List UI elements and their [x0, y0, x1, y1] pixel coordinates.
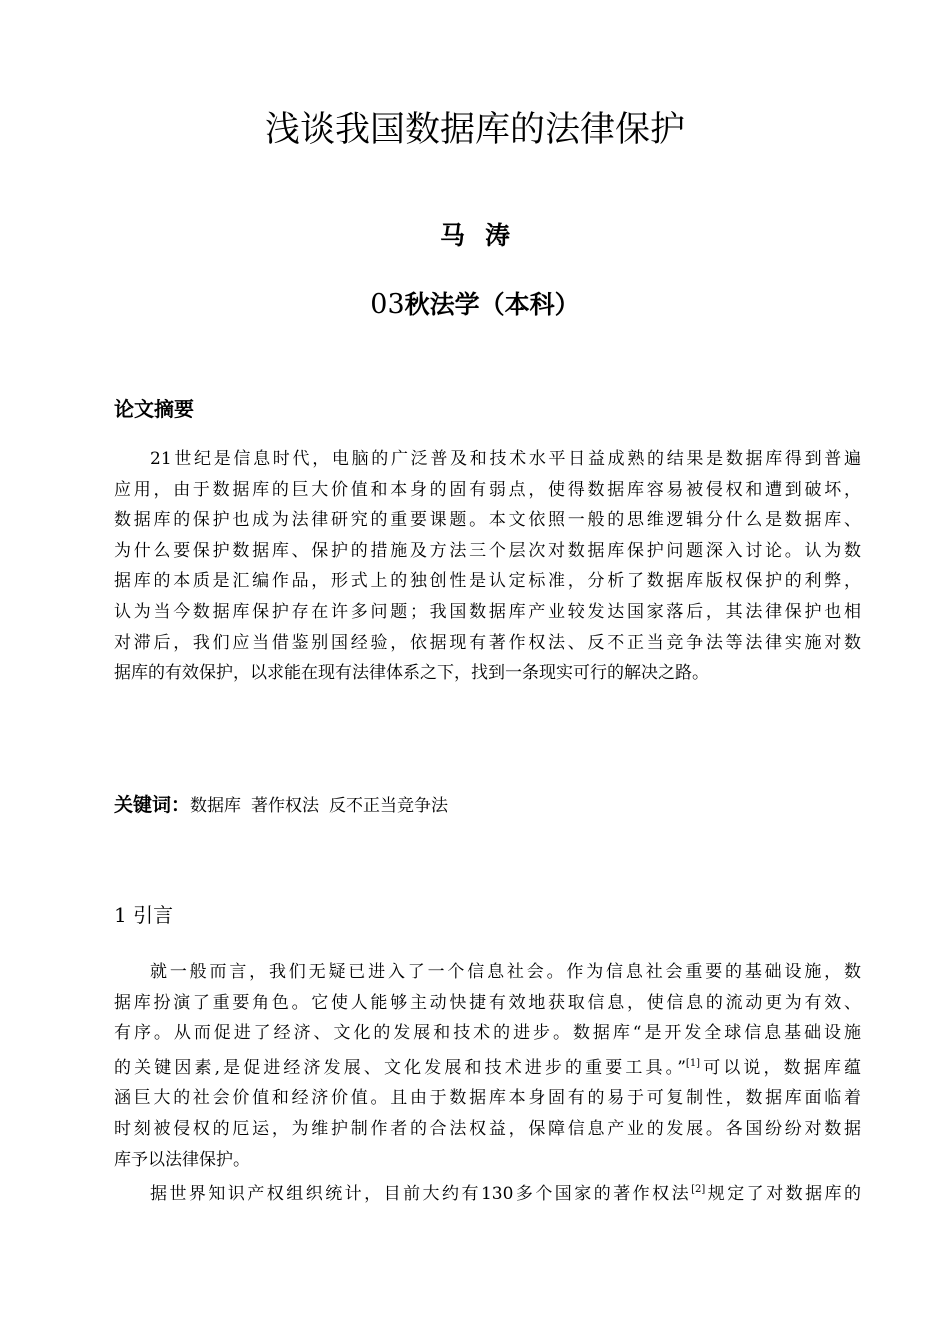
abstract-line: 为什么要保护数据库、保护的措施及方法三个层次对数据库保护问题深入讨论。认为数 [114, 540, 861, 561]
introduction-paragraph-1 [114, 957, 861, 1175]
keyword: 著作权法 [251, 796, 320, 816]
intro-line: 时刻被侵权的厄运，为维护制作者的合法权益，保障信息产业的发展。各国纷纷对数据 [114, 1118, 861, 1139]
keyword: 反不正当竞争法 [329, 796, 449, 816]
abstract-line: 对滞后，我们应当借鉴别国经验，依据现有著作权法、反不正当竞争法等法律实施对数 [114, 632, 861, 653]
abstract-line: 应用，由于数据库的巨大价值和本身的固有弱点，使得数据库容易被侵权和遭到破坏， [114, 479, 861, 500]
introduction-paragraph-2 [114, 1175, 861, 1210]
degree-level: （本科） [479, 290, 580, 319]
class-code: 03 [370, 289, 405, 320]
intro-line: 涵巨大的社会价值和经济价值。且由于数据库本身固有的易于可复制性，数据库面临着 [114, 1088, 861, 1109]
intro-line-with-citation [114, 1175, 861, 1210]
introduction-body [114, 957, 861, 1210]
author-affiliation [0, 285, 950, 325]
abstract-body [114, 444, 861, 689]
section-heading-introduction: 1 引言 [114, 903, 174, 927]
class-name: 秋法学 [404, 290, 480, 319]
abstract-paragraph [114, 444, 861, 689]
intro-line-with-citation [114, 1049, 861, 1084]
abstract-line: 据库的有效保护，以求能在现有法律体系之下，找到一条现实可行的解决之路。 [114, 663, 709, 684]
intro-line: 库予以法律保护。 [114, 1149, 250, 1170]
abstract-line: 数据库的保护也成为法律研究的重要课题。本文依照一般的思维逻辑分什么是数据库、 [114, 510, 861, 531]
abstract-line: 21世纪是信息时代，电脑的广泛普及和技术水平日益成熟的结果是数据库得到普遍 [150, 449, 861, 469]
intro-line-text: 规定了对数据库的 [705, 1184, 862, 1205]
intro-line-text: 可以说，数据库蕴 [700, 1057, 862, 1078]
intro-line: 就一般而言，我们无疑已进入了一个信息社会。作为信息社会重要的基础设施，数 [150, 962, 861, 982]
keywords-line [114, 790, 458, 821]
citation-1: [1] [685, 1057, 701, 1069]
author-name: 马涛 [439, 221, 530, 250]
intro-line: 有序。从而促进了经济、文化的发展和技术的进步。数据库“是开发全球信息基础设施 [114, 1023, 861, 1044]
citation-2: [2] [691, 1184, 706, 1196]
intro-line: 据库扮演了重要角色。它使人能够主动快捷有效地获取信息，使信息的流动更为有效、 [114, 992, 861, 1013]
abstract-line: 认为当今数据库保护存在许多问题；我国数据库产业较发达国家落后，其法律保护也相 [114, 601, 861, 622]
keyword: 数据库 [190, 796, 242, 816]
intro-line-text: 的关键因素,是促进经济发展、文化发展和技术进步的重要工具。” [114, 1057, 686, 1078]
abstract-line: 据库的本质是汇编作品，形式上的独创性是认定标准，分析了数据库版权保护的利弊， [114, 571, 861, 592]
keywords-label: 关键词： [114, 794, 191, 816]
abstract-heading: 论文摘要 [114, 397, 194, 421]
paper-title: 浅谈我国数据库的法律保护 [264, 110, 685, 150]
intro-line-text: 据世界知识产权组织统计，目前大约有130多个国家的著作权法 [150, 1184, 692, 1205]
